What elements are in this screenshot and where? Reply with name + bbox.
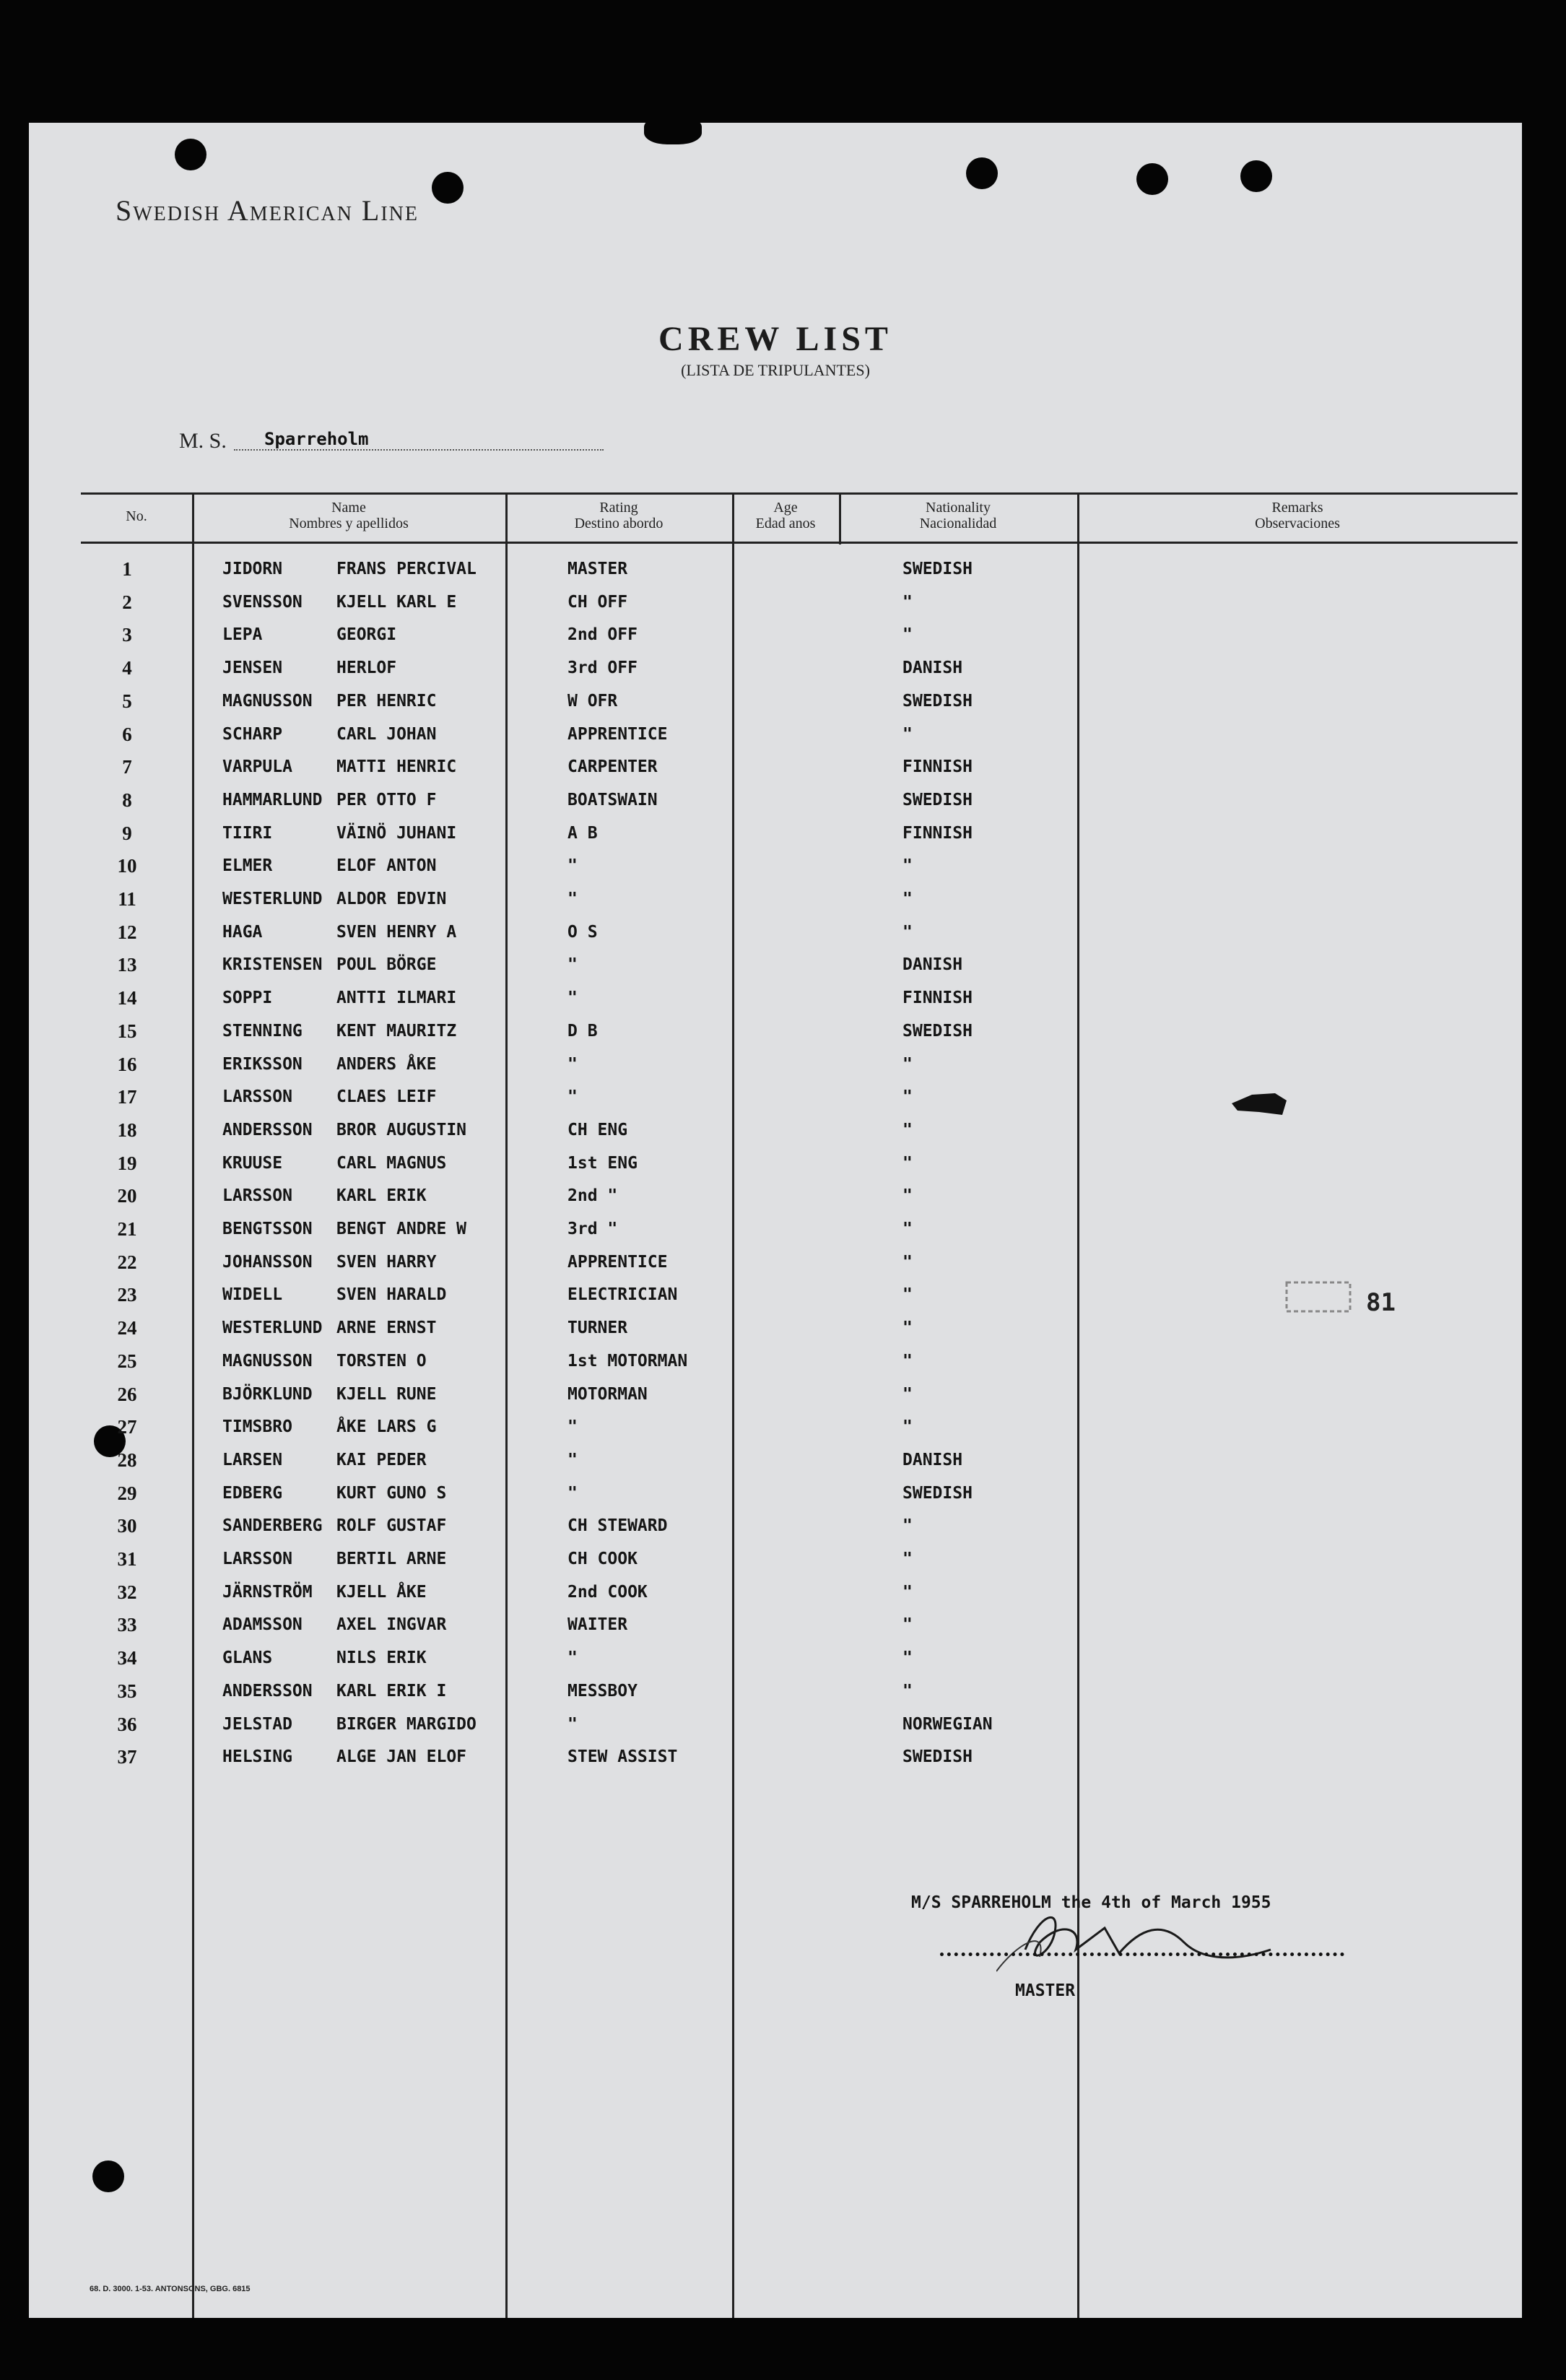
crew-rating: 2nd OFF (567, 625, 638, 644)
crew-rating: " (567, 890, 578, 908)
crew-number: 34 (117, 1647, 137, 1669)
crew-surname: KRUUSE (222, 1154, 283, 1173)
crew-surname: JOHANSSON (222, 1253, 313, 1272)
crew-nationality: DANISH (902, 955, 963, 974)
crew-nationality: SWEDISH (902, 560, 973, 578)
crew-given-names: ALGE JAN ELOF (336, 1747, 467, 1766)
crew-number: 12 (117, 921, 137, 943)
crew-rating: " (567, 1055, 578, 1074)
crew-nationality: " (902, 725, 913, 744)
crew-given-names: KAI PEDER (336, 1451, 427, 1469)
crew-surname: WESTERLUND (222, 1319, 323, 1337)
crew-given-names: KENT MAURITZ (336, 1022, 457, 1041)
header-nationality-es: Nacionalidad (919, 516, 997, 531)
crew-rating: 2nd " (567, 1186, 618, 1205)
signature-dotted-line (940, 1953, 1344, 1956)
crew-given-names: ROLF GUSTAF (336, 1516, 447, 1535)
crew-number: 24 (117, 1317, 137, 1339)
crew-nationality: " (902, 1352, 913, 1371)
crew-nationality: SWEDISH (902, 1022, 973, 1041)
crew-rating: " (567, 1649, 578, 1667)
punch-hole (175, 139, 206, 170)
crew-surname: ANDERSSON (222, 1121, 313, 1139)
crew-number: 33 (117, 1614, 137, 1636)
crew-surname: WESTERLUND (222, 890, 323, 908)
crew-number: 13 (117, 954, 137, 976)
crew-given-names: ARNE ERNST (336, 1319, 437, 1337)
crew-surname: ANDERSSON (222, 1682, 313, 1701)
crew-number: 3 (122, 624, 132, 646)
crew-nationality: " (902, 1253, 913, 1272)
ship-name-line (234, 449, 604, 451)
crew-nationality: " (902, 1615, 913, 1634)
crew-surname: LARSEN (222, 1451, 283, 1469)
crew-rating: APPRENTICE (567, 725, 668, 744)
crew-given-names: FRANS PERCIVAL (336, 560, 477, 578)
crew-number: 22 (117, 1251, 137, 1273)
crew-given-names: ALDOR EDVIN (336, 890, 447, 908)
crew-number: 26 (117, 1384, 137, 1405)
crew-rating: W OFR (567, 692, 618, 711)
print-code: 68. D. 3000. 1-53. ANTONSONS, GBG. 6815 (90, 2285, 251, 2293)
crew-rating: CH STEWARD (567, 1516, 668, 1535)
crew-nationality: DANISH (902, 659, 963, 677)
crew-rating: " (567, 1451, 578, 1469)
crew-rating: 1st MOTORMAN (567, 1352, 688, 1371)
crew-surname: SOPPI (222, 989, 273, 1007)
crew-surname: BENGTSSON (222, 1220, 313, 1238)
punch-hole (92, 2160, 124, 2192)
crew-list-document (29, 123, 1522, 2318)
crew-nationality: " (902, 923, 913, 942)
crew-nationality: " (902, 890, 913, 908)
crew-given-names: KJELL RUNE (336, 1385, 437, 1404)
crew-given-names: ÅKE LARS G (336, 1417, 437, 1436)
crew-nationality: SWEDISH (902, 1484, 973, 1503)
crew-rating: MASTER (567, 560, 628, 578)
crew-given-names: VÄINÖ JUHANI (336, 824, 457, 843)
crew-number: 28 (117, 1449, 137, 1471)
crew-number: 14 (117, 987, 137, 1009)
header-rating-en: Rating (599, 500, 638, 516)
crew-surname: JÄRNSTRÖM (222, 1583, 313, 1602)
header-name-en: Name (331, 500, 366, 516)
table-top-rule (81, 492, 1518, 495)
header-nationality-en: Nationality (926, 500, 991, 516)
crew-rating: CH ENG (567, 1121, 628, 1139)
crew-number: 18 (117, 1119, 137, 1141)
crew-number: 19 (117, 1152, 137, 1174)
crew-given-names: SVEN HARRY (336, 1253, 437, 1272)
crew-nationality: " (902, 1220, 913, 1238)
crew-rating: APPRENTICE (567, 1253, 668, 1272)
crew-nationality: " (902, 1583, 913, 1602)
header-no-label: No. (126, 508, 147, 524)
crew-rating: " (567, 1087, 578, 1106)
crew-number: 7 (122, 756, 132, 778)
crew-nationality: " (902, 1682, 913, 1701)
crew-nationality: DANISH (902, 1451, 963, 1469)
crew-rating: " (567, 989, 578, 1007)
crew-given-names: KJELL KARL E (336, 593, 457, 612)
crew-rating: CH OFF (567, 593, 628, 612)
crew-number: 37 (117, 1746, 137, 1768)
crew-number: 20 (117, 1185, 137, 1207)
crew-number: 21 (117, 1218, 137, 1240)
ink-blot (1230, 1090, 1288, 1119)
crew-surname: ERIKSSON (222, 1055, 303, 1074)
crew-surname: SANDERBERG (222, 1516, 323, 1535)
crew-surname: HAGA (222, 923, 263, 942)
crew-nationality: SWEDISH (902, 692, 973, 711)
crew-surname: TIMSBRO (222, 1417, 292, 1436)
crew-rating: O S (567, 923, 598, 942)
crew-rating: " (567, 955, 578, 974)
company-name: Swedish American Line (116, 194, 419, 227)
crew-nationality: " (902, 1319, 913, 1337)
crew-rating: " (567, 1484, 578, 1503)
crew-surname: WIDELL (222, 1285, 283, 1304)
crew-given-names: GEORGI (336, 625, 397, 644)
crew-nationality: " (902, 856, 913, 875)
crew-rating: D B (567, 1022, 598, 1041)
crew-nationality: " (902, 1087, 913, 1106)
crew-surname: GLANS (222, 1649, 273, 1667)
crew-given-names: HERLOF (336, 659, 397, 677)
margin-number: 81 (1366, 1288, 1396, 1317)
crew-surname: JIDORN (222, 560, 283, 578)
crew-nationality: FINNISH (902, 989, 973, 1007)
faint-stamp (1282, 1278, 1354, 1316)
crew-nationality: " (902, 1121, 913, 1139)
column-divider (192, 492, 194, 2318)
crew-surname: SVENSSON (222, 593, 303, 612)
crew-surname: TIIRI (222, 824, 273, 843)
crew-given-names: TORSTEN O (336, 1352, 427, 1371)
crew-number: 11 (118, 888, 136, 910)
header-remarks (1077, 500, 1518, 531)
crew-number: 23 (117, 1284, 137, 1306)
crew-nationality: FINNISH (902, 824, 973, 843)
crew-given-names: KJELL ÅKE (336, 1583, 427, 1602)
crew-given-names: NILS ERIK (336, 1649, 427, 1667)
crew-rating: WAITER (567, 1615, 628, 1634)
punch-hole (432, 172, 464, 204)
document-subtitle: (LISTA DE TRIPULANTES) (681, 361, 870, 379)
crew-surname: ADAMSSON (222, 1615, 303, 1634)
crew-given-names: CARL JOHAN (336, 725, 437, 744)
crew-nationality: " (902, 1285, 913, 1304)
crew-given-names: BENGT ANDRE W (336, 1220, 467, 1238)
crew-nationality: SWEDISH (902, 791, 973, 809)
crew-nationality: NORWEGIAN (902, 1715, 993, 1734)
crew-surname: BJÖRKLUND (222, 1385, 313, 1404)
crew-surname: LARSSON (222, 1186, 292, 1205)
crew-surname: SCHARP (222, 725, 283, 744)
header-age (732, 500, 839, 531)
crew-given-names: KARL ERIK (336, 1186, 427, 1205)
crew-nationality: " (902, 1417, 913, 1436)
crew-surname: JELSTAD (222, 1715, 292, 1734)
crew-rating: " (567, 1715, 578, 1734)
table-header-rule (81, 542, 1518, 544)
crew-given-names: SVEN HENRY A (336, 923, 457, 942)
crew-surname: JENSEN (222, 659, 283, 677)
crew-given-names: KARL ERIK I (336, 1682, 447, 1701)
crew-number: 1 (122, 558, 132, 580)
punch-hole (1240, 160, 1272, 192)
punch-hole (966, 157, 998, 189)
crew-rating: STEW ASSIST (567, 1747, 678, 1766)
crew-given-names: CARL MAGNUS (336, 1154, 447, 1173)
crew-nationality: " (902, 1055, 913, 1074)
crew-rating: TURNER (567, 1319, 628, 1337)
crew-number: 27 (117, 1416, 137, 1438)
crew-given-names: SVEN HARALD (336, 1285, 447, 1304)
crew-surname: HAMMARLUND (222, 791, 323, 809)
crew-number: 9 (122, 822, 132, 844)
crew-number: 16 (117, 1054, 137, 1075)
crew-number: 30 (117, 1515, 137, 1537)
crew-given-names: ANTTI ILMARI (336, 989, 457, 1007)
crew-given-names: AXEL INGVAR (336, 1615, 447, 1634)
header-rating-es: Destino abordo (574, 516, 664, 531)
column-divider (505, 492, 508, 2318)
crew-nationality: " (902, 1385, 913, 1404)
crew-surname: LARSSON (222, 1550, 292, 1568)
column-divider (732, 492, 734, 2318)
crew-nationality: " (902, 1154, 913, 1173)
punch-hole (1136, 163, 1168, 195)
header-name (192, 500, 505, 531)
crew-rating: 3rd OFF (567, 659, 638, 677)
crew-rating: ELECTRICIAN (567, 1285, 678, 1304)
crew-rating: 1st ENG (567, 1154, 638, 1173)
crew-nationality: SWEDISH (902, 1747, 973, 1766)
crew-nationality: " (902, 593, 913, 612)
crew-rating: 3rd " (567, 1220, 618, 1238)
crew-surname: LARSSON (222, 1087, 292, 1106)
crew-given-names: CLAES LEIF (336, 1087, 437, 1106)
crew-rating: 2nd COOK (567, 1583, 648, 1602)
crew-number: 5 (122, 690, 132, 712)
crew-given-names: ANDERS ÅKE (336, 1055, 437, 1074)
crew-nationality: " (902, 1649, 913, 1667)
crew-surname: MAGNUSSON (222, 1352, 313, 1371)
crew-number: 10 (117, 855, 137, 877)
header-remarks-en: Remarks (1271, 500, 1323, 516)
crew-given-names: KURT GUNO S (336, 1484, 447, 1503)
crew-nationality: FINNISH (902, 757, 973, 776)
crew-surname: ELMER (222, 856, 273, 875)
crew-number: 25 (117, 1350, 137, 1372)
crew-rating: MOTORMAN (567, 1385, 648, 1404)
crew-number: 2 (122, 591, 132, 613)
crew-rating: CH COOK (567, 1550, 638, 1568)
crew-rating: MESSBOY (567, 1682, 638, 1701)
crew-given-names: PER HENRIC (336, 692, 437, 711)
crew-surname: LEPA (222, 625, 263, 644)
ship-name: Sparreholm (264, 429, 369, 449)
crew-surname: VARPULA (222, 757, 292, 776)
header-name-es: Nombres y apellidos (289, 516, 409, 531)
crew-surname: EDBERG (222, 1484, 283, 1503)
master-signature (996, 1899, 1285, 1986)
crew-given-names: ELOF ANTON (336, 856, 437, 875)
crew-number: 15 (117, 1020, 137, 1042)
ship-label: M. S. (179, 429, 227, 453)
signature-title: MASTER (1015, 1981, 1076, 2000)
crew-number: 17 (117, 1086, 137, 1108)
crew-nationality: " (902, 1186, 913, 1205)
crew-rating: A B (567, 824, 598, 843)
crew-given-names: BERTIL ARNE (336, 1550, 447, 1568)
crew-number: 4 (122, 657, 132, 679)
column-divider (1077, 492, 1079, 2318)
crew-number: 36 (117, 1714, 137, 1735)
crew-number: 29 (117, 1482, 137, 1504)
crew-given-names: MATTI HENRIC (336, 757, 457, 776)
crew-number: 6 (122, 724, 132, 745)
header-nationality (839, 500, 1077, 531)
crew-surname: STENNING (222, 1022, 303, 1041)
crew-rating: " (567, 1417, 578, 1436)
crew-surname: HELSING (222, 1747, 292, 1766)
crew-number: 35 (117, 1680, 137, 1702)
crew-surname: MAGNUSSON (222, 692, 313, 711)
crew-given-names: POUL BÖRGE (336, 955, 437, 974)
crew-number: 32 (117, 1581, 137, 1603)
crew-nationality: " (902, 1516, 913, 1535)
crew-given-names: BIRGER MARGIDO (336, 1715, 477, 1734)
crew-number: 31 (117, 1548, 137, 1570)
punch-hole (644, 123, 702, 144)
crew-rating: " (567, 856, 578, 875)
crew-number: 8 (122, 789, 132, 811)
header-remarks-es: Observaciones (1255, 516, 1340, 531)
header-age-en: Age (773, 500, 798, 516)
document-title: CREW LIST (658, 320, 892, 358)
crew-rating: BOATSWAIN (567, 791, 658, 809)
crew-nationality: " (902, 625, 913, 644)
crew-given-names: PER OTTO F (336, 791, 437, 809)
header-rating (505, 500, 732, 531)
header-no (81, 508, 192, 524)
crew-surname: KRISTENSEN (222, 955, 323, 974)
crew-rating: CARPENTER (567, 757, 658, 776)
crew-nationality: " (902, 1550, 913, 1568)
signature-place-date: M/S SPARREHOLM the 4th of March 1955 (911, 1893, 1271, 1912)
crew-given-names: BROR AUGUSTIN (336, 1121, 467, 1139)
header-age-es: Edad anos (755, 516, 816, 531)
